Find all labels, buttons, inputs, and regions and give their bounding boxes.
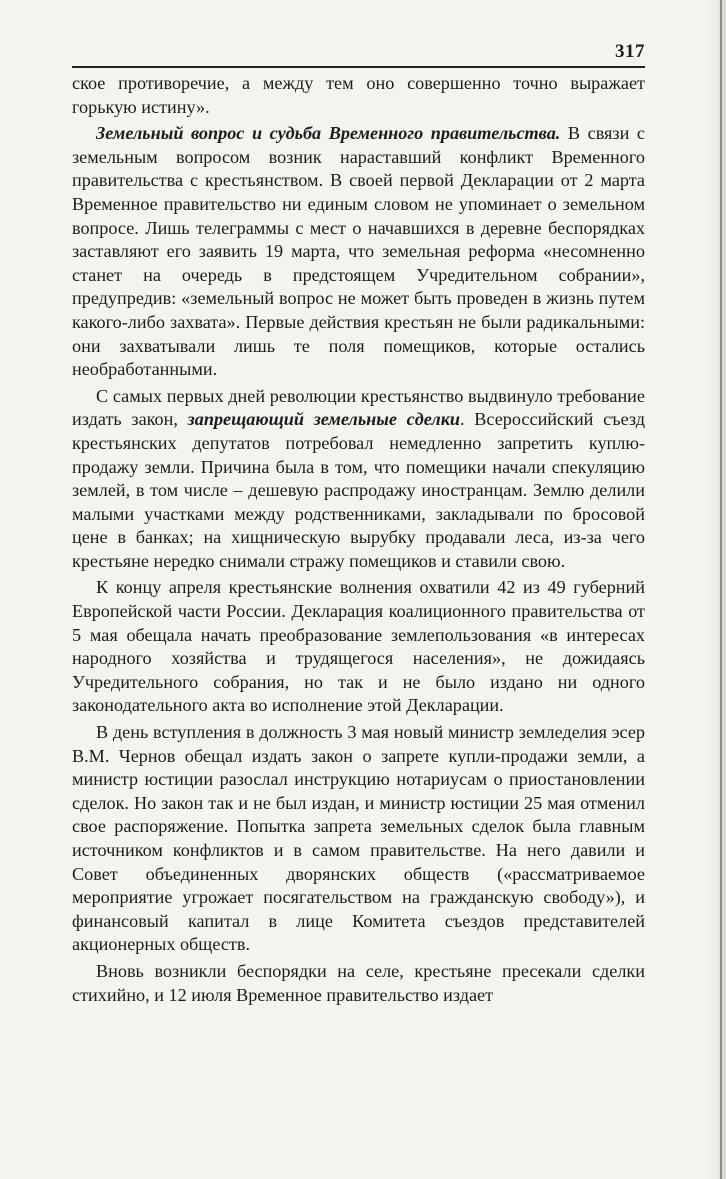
page-body [72,72,645,1007]
section-heading-inline: Земельный вопрос и судьба Временного правительства. [96,123,561,144]
paragraph-land-deals [72,385,645,574]
paragraph-text: ское противоречие, а между тем оно совершенно точно выражает горькую истину». [72,73,645,117]
paragraph-text: Вновь возникли беспорядки на селе, крестьяне пресекали сделки стихийно, и 12 июля Временное правительство издает [72,960,645,1005]
page-edge-shadow [708,0,726,1179]
emphasized-term: запрещающий земельные сделки [187,409,461,430]
page-edge-line [720,0,722,1179]
paragraph-continuation [72,72,645,119]
paragraph-text-before: С самых первых дней революции крестьянство выдвинуло требование издать закон, [72,385,645,430]
paragraph-july-12 [72,960,645,1007]
paragraph-land-question [72,122,645,382]
page-number: 317 [615,41,645,62]
paragraph-chernov [72,721,645,957]
paragraph-peasant-unrest [72,576,645,718]
book-page [72,40,645,1010]
paragraph-text-after: . Всероссийский съезд крестьянских депутатов потребовал немедленно запретить куплю-продажу земли. Причина была в том, что помещики начали спекуляцию землей, в том числе – дешевую распродажу иностранцам. Землю делили малыми участками между родственниками, закладывали по бросовой цене в банках; на хищническую вырубку продавали леса, из-за чего крестьяне нередко снимали стражу помещиков и ставили свою. [72,409,645,571]
paragraph-text: В день вступления в должность 3 мая новый министр земледелия эсер В.М. Чернов обещал издать закон о запрете купли-продажи земли, а министр юстиции разослал инструкцию нотариусам о приостановлении сделок. Но закон так и не был издан, и министр юстиции 25 мая отменил свое распоряжение. Попытка запрета земельных сделок была главным источником конфликтов и в самом правительстве. На него давили и Совет объединенных дворянских обществ («рассматриваемое мероприятие угрожает посягательством на гражданскую свободу»), и финансовый капитал в лице Комитета съездов представителей акционерных обществ. [72,722,645,955]
header-rule [72,66,645,68]
paragraph-text: В связи с земельным вопросом возник нараставший конфликт Временного правительства с крестьянством. В своей первой Декларации от 2 марта Временное правительство ни единым словом не упоминает о земельном вопросе. Лишь телеграммы с мест о начавшихся в деревне беспорядках заставляют его заявить 19 марта, что земельная реформа «несомненно станет на очередь в предстоящем Учредительном собрании», предупредив: «земельный вопрос не может быть проведен в жизнь путем какого-либо захвата». Первые действия крестьян не были радикальными: они захватывали лишь те поля помещиков, которые остались необработанными. [72,123,645,380]
paragraph-text: К концу апреля крестьянские волнения охватили 42 из 49 губерний Европейской части России. Декларация коалиционного правительства от 5 мая обещала начать преобразование землепользования «в интересах народного хозяйства и трудящегося населения», не дожидаясь Учредительного собрания, но так и не было издано ни одного законодательного акта во исполнение этой Декларации. [72,577,645,716]
